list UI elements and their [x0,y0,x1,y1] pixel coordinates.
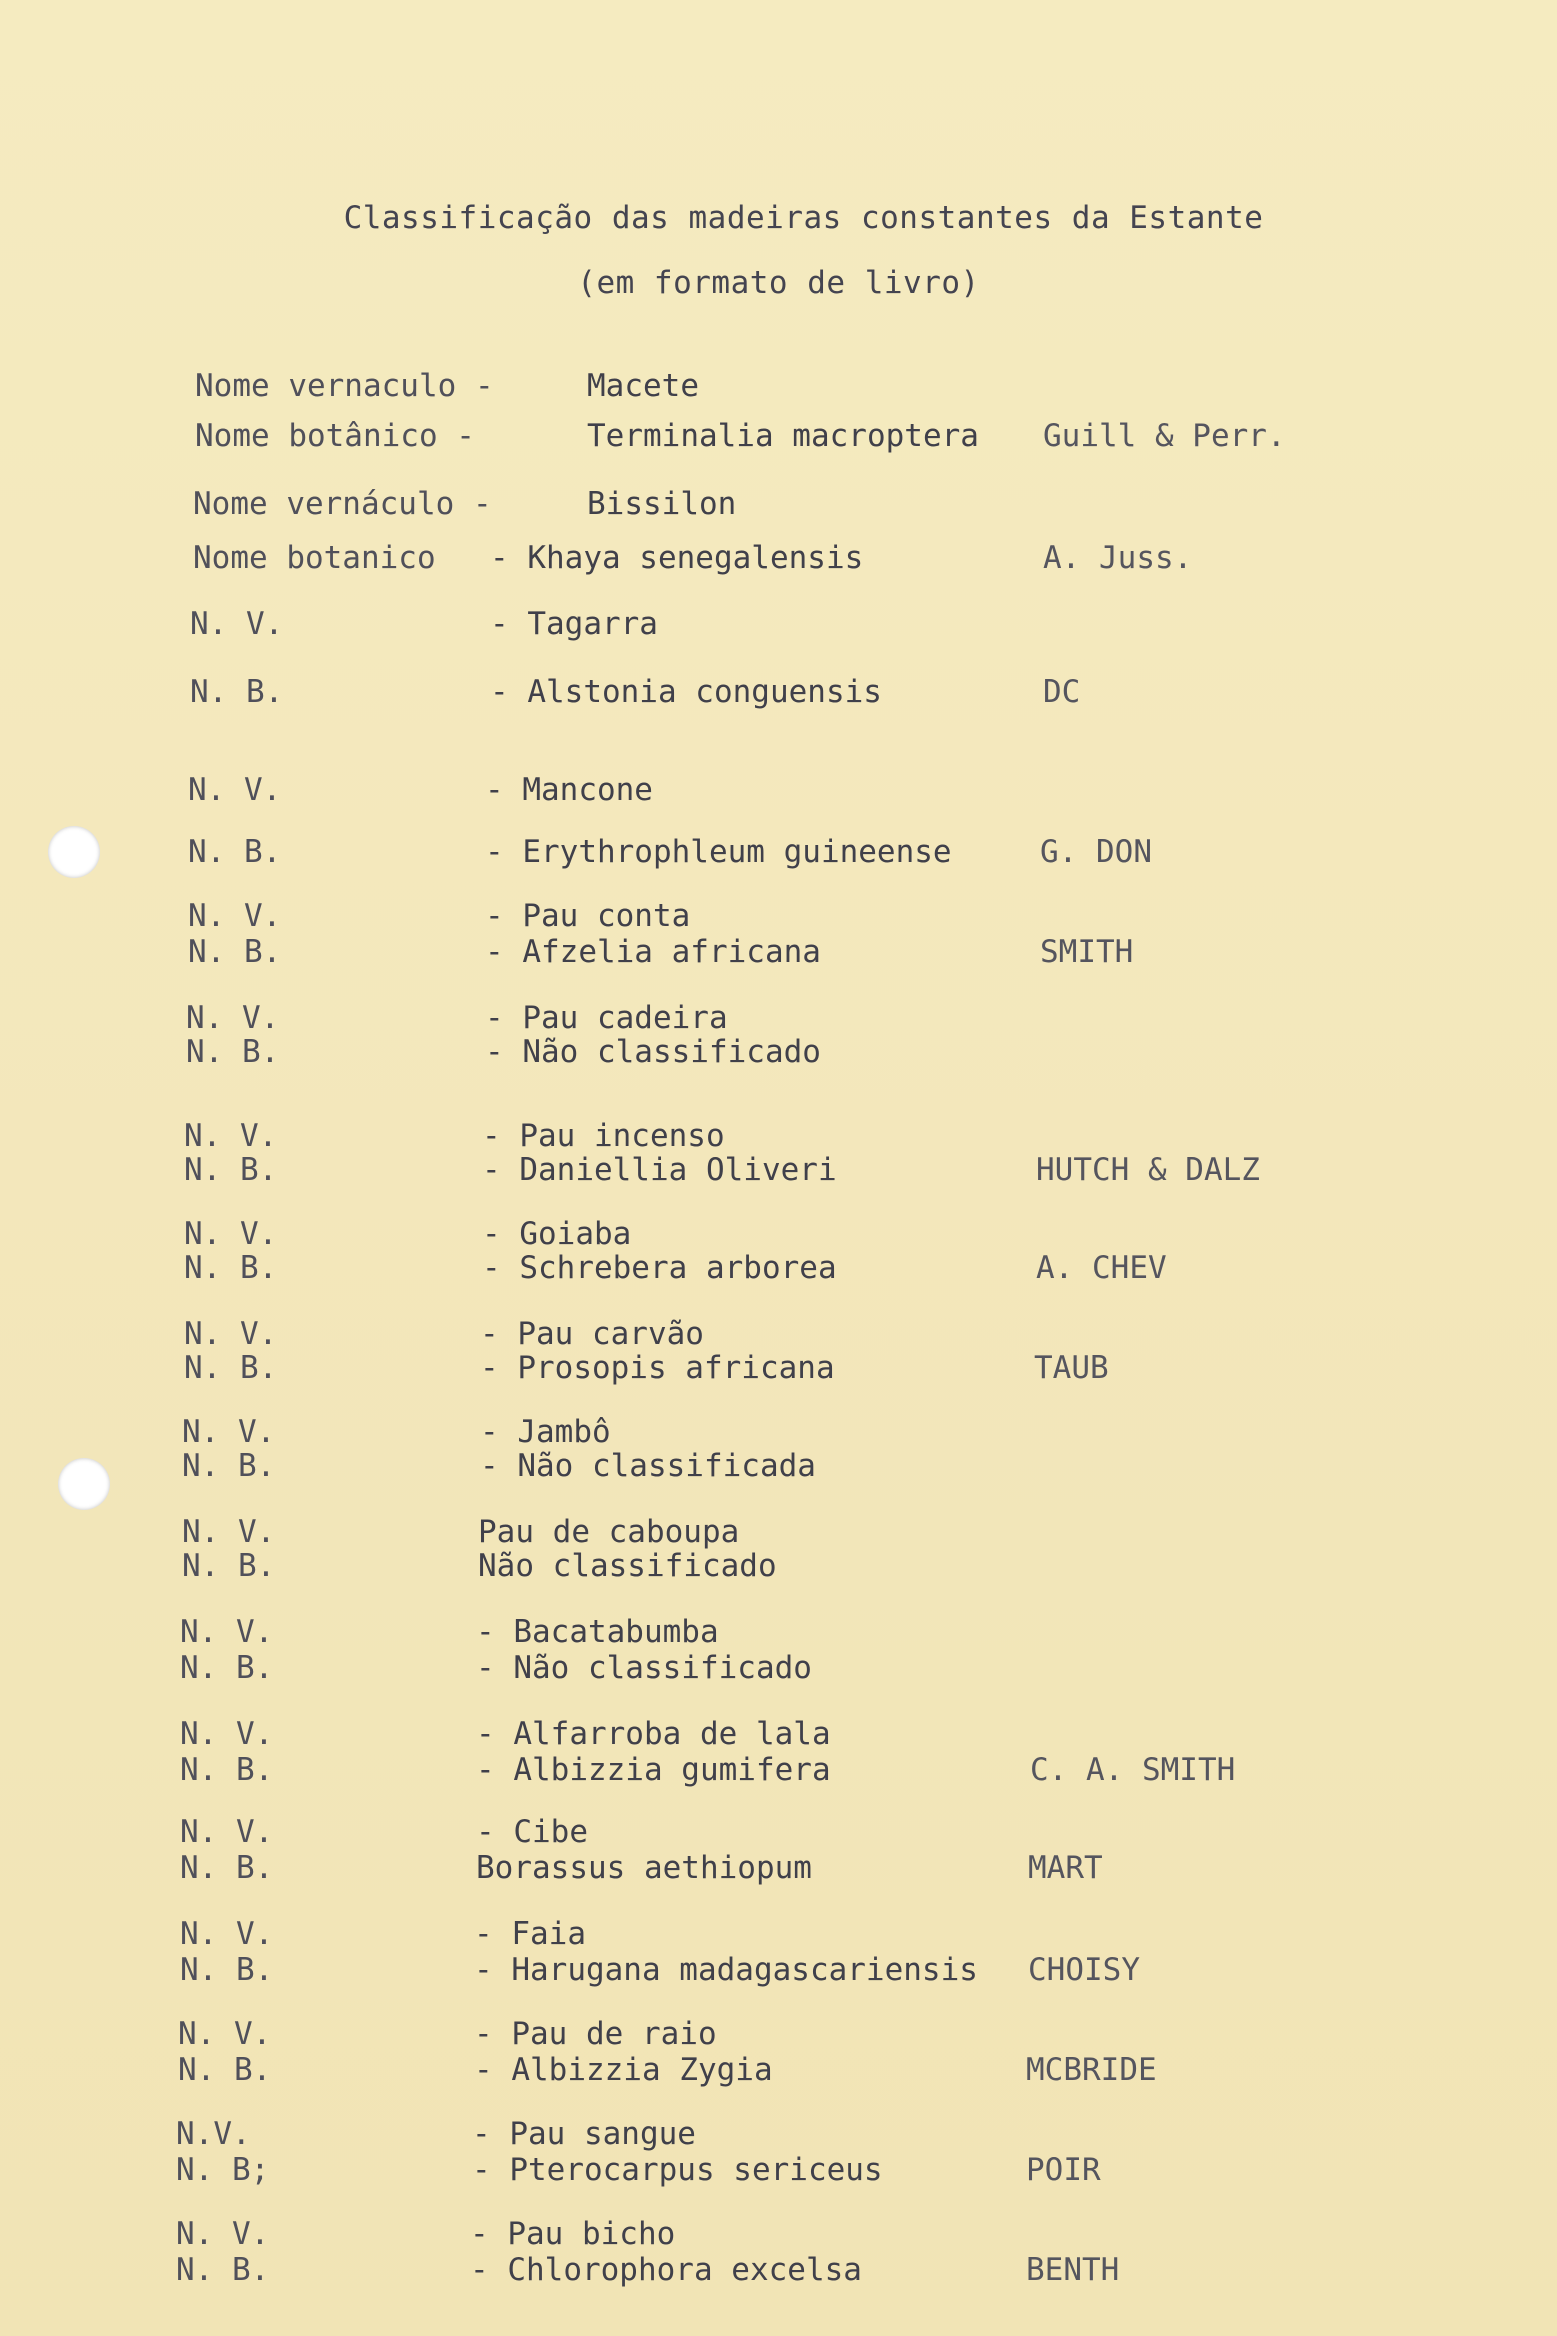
table-row [0,1716,1557,1756]
row-label: N. B. [176,2252,270,2288]
row-value: Pau de caboupa [478,1514,740,1550]
row-label: N. B. [184,1250,278,1286]
table-row [0,486,1557,526]
row-label: N. V. [178,2016,272,2052]
table-row [0,540,1557,580]
row-author: C. A. SMITH [1030,1752,1236,1788]
row-author: DC [1043,674,1081,710]
row-value: - Cibe [476,1814,588,1850]
row-label: N. V. [180,1614,274,1650]
row-label: N. V. [188,898,282,934]
row-value: - Pau cadeira [485,1000,728,1036]
row-value: - Não classificado [476,1650,812,1686]
row-label: Nome botânico - [195,418,475,454]
row-value: - Faia [474,1916,586,1952]
row-value: Terminalia macroptera [587,418,979,454]
table-row [0,1814,1557,1854]
row-value: - Daniellia Oliveri [482,1152,837,1188]
row-author: POIR [1026,2152,1101,2188]
row-value: - Pau conta [485,898,691,934]
table-row [0,1548,1557,1588]
row-value: - Alstonia conguensis [490,674,882,710]
row-label: N. B. [180,1850,274,1886]
row-value: Não classificado [478,1548,777,1584]
table-row [0,2016,1557,2056]
table-row [0,1350,1557,1390]
table-row [0,1152,1557,1192]
table-row [0,934,1557,974]
row-value: - Chlorophora excelsa [470,2252,862,2288]
table-row [0,1952,1557,1992]
row-value: Macete [587,368,699,404]
row-value: - Pau incenso [482,1118,725,1154]
row-label: N. B. [186,1034,280,1070]
table-row [0,1614,1557,1654]
row-author: TAUB [1034,1350,1109,1386]
row-author: BENTH [1026,2252,1120,2288]
document-subtitle: (em formato de livro) [577,265,980,301]
table-row [0,1448,1557,1488]
row-value: - Pterocarpus sericeus [472,2152,883,2188]
row-label: N. V. [184,1316,278,1352]
table-row [0,1650,1557,1690]
row-label: Nome vernáculo - [193,486,492,522]
row-value: Bissilon [587,486,737,522]
row-label: N. B. [180,1752,274,1788]
row-value: - Não classificado [485,1034,821,1070]
row-label: N. B. [178,2052,272,2088]
row-label: N. B. [188,834,282,870]
row-value: - Prosopis africana [480,1350,835,1386]
row-label: N. V. [184,1118,278,1154]
row-value: - Jambô [480,1414,611,1450]
table-row [0,1034,1557,1074]
row-label: N. V. [186,1000,280,1036]
table-row [0,2052,1557,2092]
row-label: N. V. [176,2216,270,2252]
row-author: HUTCH & DALZ [1036,1152,1260,1188]
row-label: N. V. [190,606,284,642]
row-value: - Não classificada [480,1448,816,1484]
document-title: Classificação das madeiras constantes da Estante [343,200,1264,236]
row-label: N. V. [182,1414,276,1450]
row-value: - Pau carvão [480,1316,704,1352]
row-value: Borassus aethiopum [476,1850,812,1886]
row-author: Guill & Perr. [1043,418,1286,454]
table-row [0,674,1557,714]
row-label: N. V. [180,1716,274,1752]
row-value: - Alfarroba de lala [476,1716,831,1752]
table-row [0,2116,1557,2156]
row-label: N. B. [180,1650,274,1686]
table-row [0,772,1557,812]
row-value: - Schrebera arborea [482,1250,837,1286]
row-label: N. B. [188,934,282,970]
row-author: MCBRIDE [1026,2052,1157,2088]
table-row [0,606,1557,646]
row-label: Nome vernaculo - [195,368,494,404]
row-value: - Mancone [485,772,653,808]
row-label: N. V. [184,1216,278,1252]
row-value: - Pau de raio [474,2016,717,2052]
row-value: - Goiaba [482,1216,632,1252]
row-value: - Harugana madagascariensis [474,1952,978,1988]
row-value: - Albizzia Zygia [474,2052,773,2088]
row-label: N. V. [180,1814,274,1850]
row-author: G. DON [1040,834,1152,870]
table-row [0,898,1557,938]
row-label: N. B. [182,1448,276,1484]
row-value: - Bacatabumba [476,1614,719,1650]
row-label: N. B. [190,674,284,710]
row-label: N. B. [180,1952,274,1988]
table-row [0,2252,1557,2292]
row-label: N. B; [176,2152,270,2188]
table-row [0,418,1557,458]
row-label: N. V. [180,1916,274,1952]
row-author: MART [1028,1850,1103,1886]
row-value: - Tagarra [490,606,658,642]
row-value: - Pau bicho [470,2216,676,2252]
row-label: N.V. [176,2116,251,2152]
table-row [0,834,1557,874]
table-row [0,2152,1557,2192]
table-row [0,1250,1557,1290]
row-value: - Pau sangue [472,2116,696,2152]
row-value: - Afzelia africana [485,934,821,970]
row-author: A. Juss. [1043,540,1193,576]
table-row [0,1752,1557,1792]
table-row [0,368,1557,408]
row-author: SMITH [1040,934,1134,970]
row-label: N. V. [182,1514,276,1550]
row-author: A. CHEV [1036,1250,1167,1286]
row-value: - Erythrophleum guineense [485,834,952,870]
row-author: CHOISY [1028,1952,1140,1988]
row-value: - Khaya senegalensis [490,540,864,576]
row-label: N. B. [182,1548,276,1584]
table-row [0,1916,1557,1956]
row-value: - Albizzia gumifera [476,1752,831,1788]
row-label: N. B. [184,1152,278,1188]
row-label: Nome botanico [193,540,436,576]
table-row [0,2216,1557,2256]
table-row [0,1850,1557,1890]
row-label: N. B. [184,1350,278,1386]
row-label: N. V. [188,772,282,808]
